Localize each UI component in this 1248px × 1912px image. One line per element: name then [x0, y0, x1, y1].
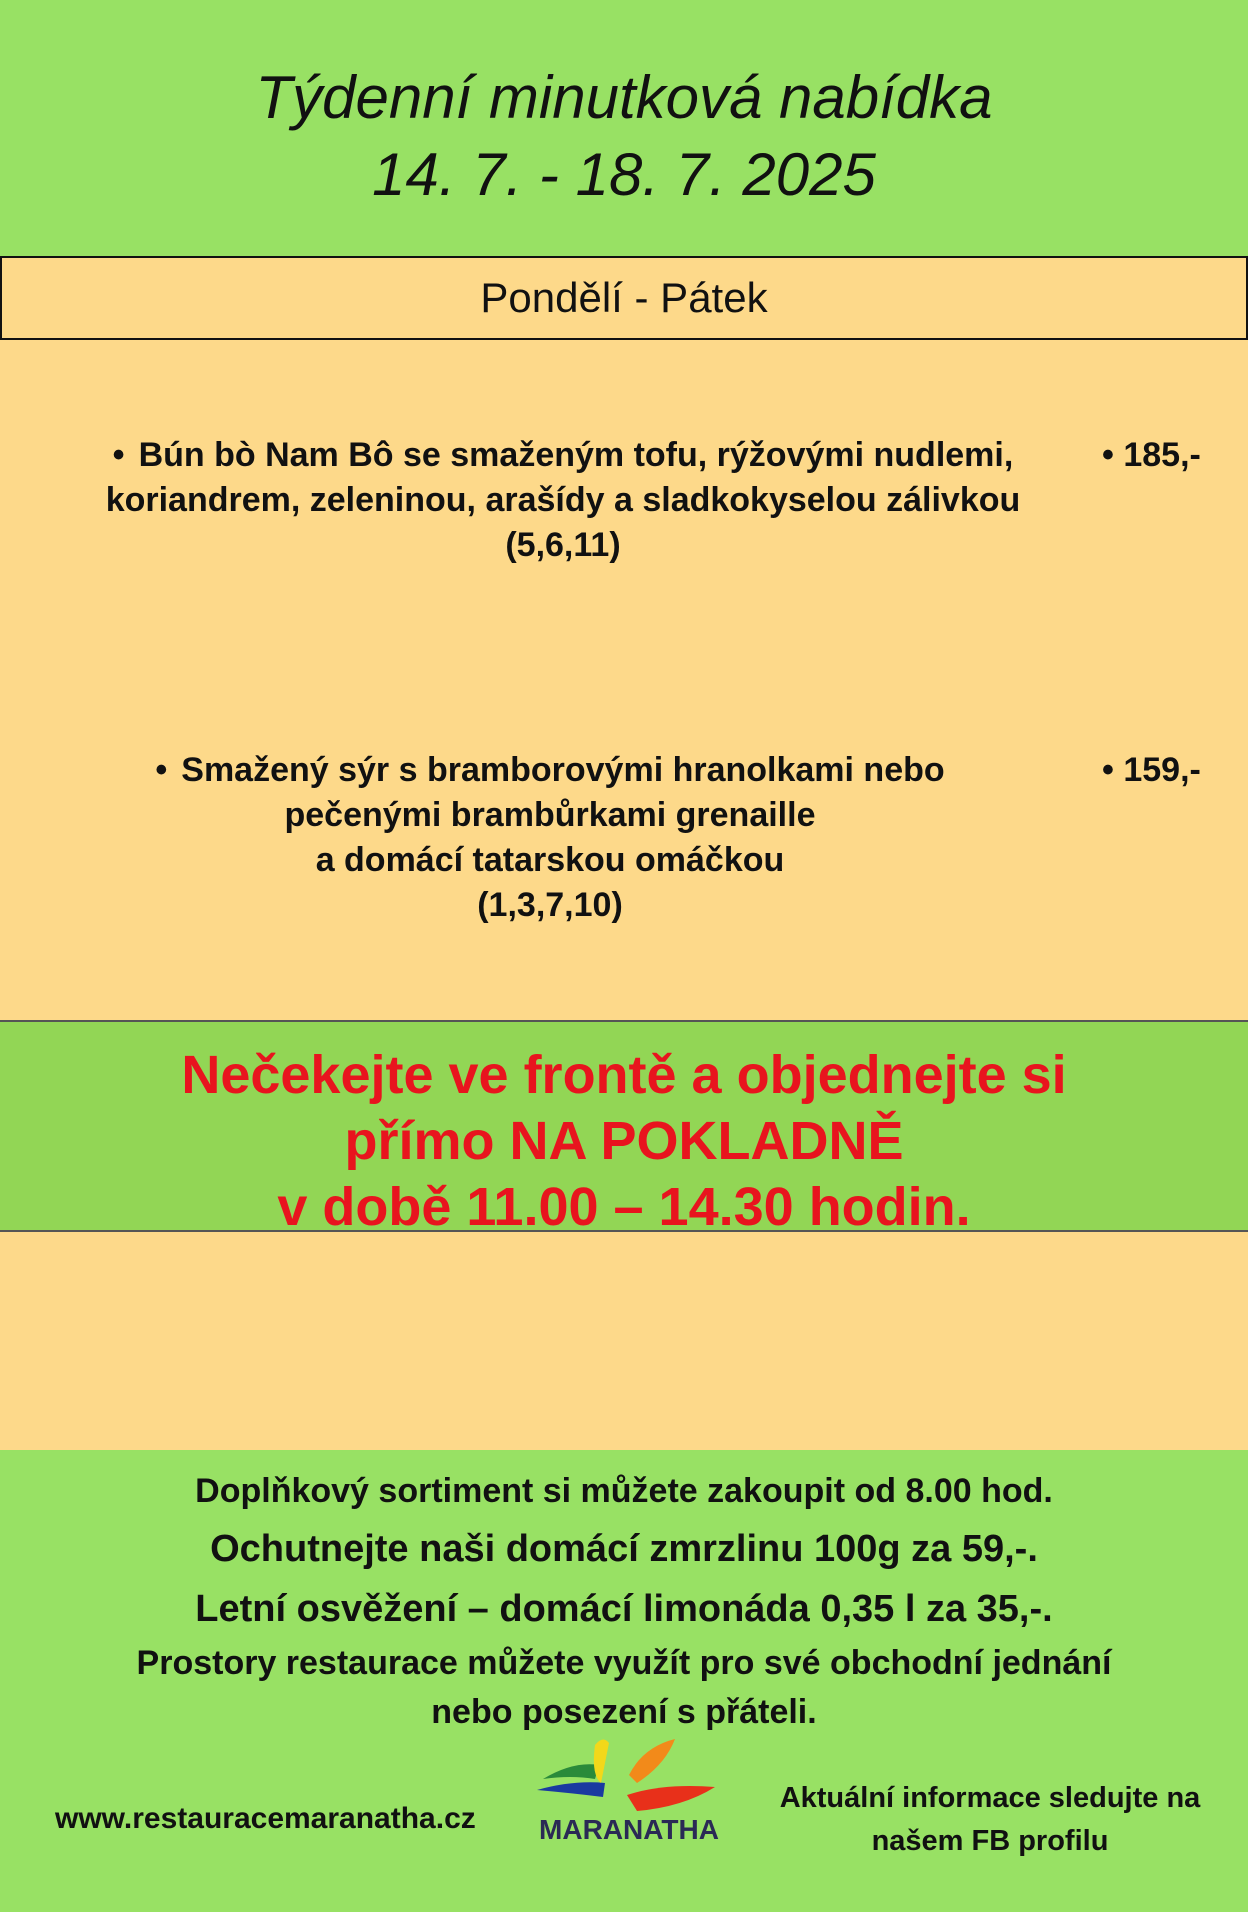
menu-item [100, 748, 1000, 928]
fb-info[interactable] [755, 1777, 1225, 1863]
info-line: Prostory restaurace můžete využít pro své obchodní jednání [136, 1644, 1112, 1682]
menu-item-line: (1,3,7,10) [477, 886, 623, 924]
bullet-icon: • [1102, 436, 1114, 474]
menu-item-price: • 159,- [1102, 751, 1201, 789]
menu-item-line: • Smažený sýr s bramborovými hranolkami nebo [155, 751, 945, 789]
info-line: nebo posezení s přáteli. [431, 1693, 817, 1731]
bullet-icon: • [112, 436, 125, 474]
info-line: Doplňkový sortiment si můžete zakoupit od 8.00 hod. [195, 1472, 1053, 1510]
fb-info-line: Aktuální informace sledujte na [779, 1782, 1201, 1814]
bullet-icon: • [1102, 751, 1114, 789]
notice-line: Nečekejte ve frontě a objednejte si [181, 1045, 1067, 1105]
menu-item-line: a domácí tatarskou omáčkou [315, 841, 785, 879]
notice-line: v době 11.00 – 14.30 hodin. [277, 1177, 971, 1237]
page-title: Týdenní minutková nabídka [255, 64, 993, 131]
notice-line: přímo NA POKLADNĚ [344, 1111, 904, 1171]
menu-item [58, 433, 1068, 568]
menu-item-line: pečenými brambůrkami grenaille [284, 796, 816, 834]
info-line: Ochutnejte naši domácí zmrzlinu 100g za 59,-. [210, 1528, 1038, 1570]
order-notice [0, 1020, 1248, 1237]
bullet-icon: • [155, 751, 168, 789]
menu-section [0, 340, 1248, 1020]
footer-band [0, 1450, 1248, 1912]
menu-item-price: • 185,- [1102, 436, 1201, 474]
menu-item-line: • Bún bò Nam Bô se smaženým tofu, rýžovými nudlemi, [112, 436, 1014, 474]
menu-item-line: (5,6,11) [505, 526, 621, 564]
logo-text: MARANATHA [539, 1814, 719, 1845]
fb-info-line: našem FB profilu [871, 1825, 1109, 1857]
header-band [0, 0, 1248, 256]
date-range: 14. 7. - 18. 7. 2025 [372, 141, 876, 208]
days-label: Pondělí - Pátek [0, 256, 1248, 340]
info-line: Letní osvěžení – domácí limonáda 0,35 l za 35,-. [195, 1588, 1053, 1630]
menu-item-line: koriandrem, zeleninou, arašídy a sladkokyselou zálivkou [105, 481, 1021, 519]
website-link[interactable]: www.restauracemaranatha.cz [55, 1802, 476, 1835]
